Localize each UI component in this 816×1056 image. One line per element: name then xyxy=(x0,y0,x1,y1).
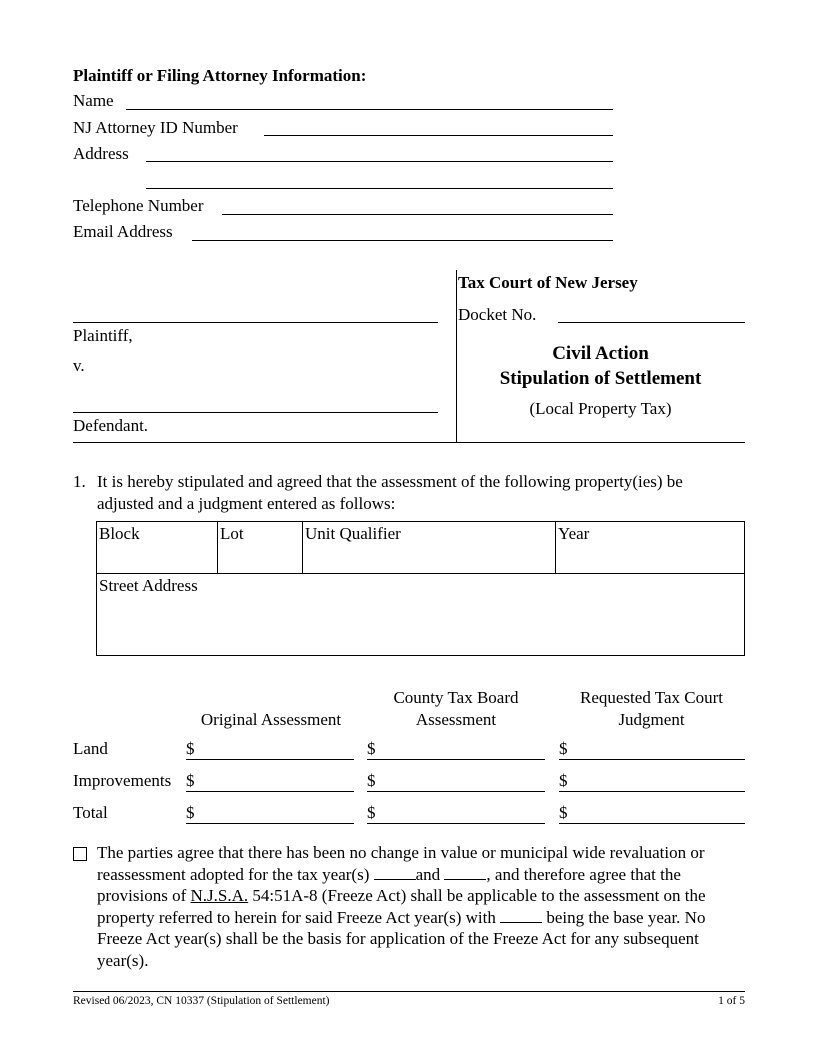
currency-symbol: $ xyxy=(559,771,568,790)
currency-symbol: $ xyxy=(186,739,195,758)
currency-symbol: $ xyxy=(186,803,195,822)
unit-qualifier-cell[interactable] xyxy=(303,522,556,574)
defendant-name-field[interactable] xyxy=(73,412,438,413)
docket-label: Docket No. xyxy=(458,305,537,324)
original-assessment-header: Original Assessment xyxy=(200,710,342,729)
requested-judgment-header-line-2: Judgment xyxy=(618,710,685,729)
caption-bottom-rule xyxy=(73,442,745,443)
telephone-field[interactable] xyxy=(222,214,613,215)
attorney-id-field[interactable] xyxy=(264,135,613,136)
unit-qualifier-label: Unit Qualifier xyxy=(305,524,401,543)
year-cell[interactable] xyxy=(556,522,745,574)
block-cell[interactable] xyxy=(97,522,218,574)
footer-revision: Revised 06/2023, CN 10337 (Stipulation of Settlement) xyxy=(73,995,330,1007)
freeze-act-checkbox[interactable] xyxy=(73,847,87,861)
footer-rule xyxy=(73,991,745,992)
land-county-field[interactable] xyxy=(367,759,545,760)
land-row-label: Land xyxy=(73,739,108,758)
freeze-text-5: being the base year. No Freeze Act year(s) shall be the basis for application of the Freeze Act for any subsequent year(s). xyxy=(97,907,706,970)
improvements-row-label: Improvements xyxy=(73,771,172,790)
versus-label: v. xyxy=(73,356,85,375)
currency-symbol: $ xyxy=(367,771,376,790)
civil-action-title: Civil Action xyxy=(552,343,649,364)
plaintiff-name-field[interactable] xyxy=(73,322,438,323)
statute-citation: N.J.S.A. xyxy=(190,886,249,906)
document-title: Stipulation of Settlement xyxy=(499,368,702,389)
base-year-field[interactable] xyxy=(500,908,542,923)
name-label: Name xyxy=(73,91,114,110)
caption-divider xyxy=(456,270,457,443)
year-label: Year xyxy=(558,524,590,543)
total-original-field[interactable] xyxy=(186,823,354,824)
attorney-id-label: NJ Attorney ID Number xyxy=(73,118,238,137)
currency-symbol: $ xyxy=(559,803,568,822)
currency-symbol: $ xyxy=(367,803,376,822)
telephone-label: Telephone Number xyxy=(73,196,204,215)
tax-year-field-2[interactable] xyxy=(444,865,486,880)
total-row-label: Total xyxy=(73,803,108,822)
footer-page-number: 1 of 5 xyxy=(718,995,745,1007)
improvements-requested-field[interactable] xyxy=(559,791,745,792)
total-requested-field[interactable] xyxy=(559,823,745,824)
land-original-field[interactable] xyxy=(186,759,354,760)
improvements-county-field[interactable] xyxy=(367,791,545,792)
section-text-line-1: It is hereby stipulated and agreed that the assessment of the following property(ies) be xyxy=(97,472,683,491)
email-label: Email Address xyxy=(73,222,173,241)
freeze-act-paragraph xyxy=(97,842,747,972)
total-county-field[interactable] xyxy=(367,823,545,824)
section-number: 1. xyxy=(73,472,86,491)
freeze-text-2: and xyxy=(415,864,445,884)
currency-symbol: $ xyxy=(559,739,568,758)
county-board-header-line-2: Assessment xyxy=(415,710,497,729)
requested-judgment-header-line-1: Requested Tax Court xyxy=(580,688,723,707)
section-text-line-2: adjusted and a judgment entered as follows: xyxy=(97,494,396,513)
tax-year-field-1[interactable] xyxy=(374,865,416,880)
lot-cell[interactable] xyxy=(218,522,303,574)
street-address-cell[interactable] xyxy=(97,574,745,656)
document-subtitle: (Local Property Tax) xyxy=(529,399,672,418)
land-requested-field[interactable] xyxy=(559,759,745,760)
address-label: Address xyxy=(73,144,129,163)
currency-symbol: $ xyxy=(367,739,376,758)
freeze-text-4: 54:51A-8 (Freeze Act) shall be applicable to the assessment on the property referred to herein for said Freeze Act year(s) with xyxy=(97,886,706,927)
attorney-info-heading: Plaintiff or Filing Attorney Information: xyxy=(73,66,367,85)
lot-label: Lot xyxy=(220,524,244,543)
address-field-line-1[interactable] xyxy=(146,161,613,162)
court-name: Tax Court of New Jersey xyxy=(458,273,638,292)
email-field[interactable] xyxy=(192,240,613,241)
address-field-line-2[interactable] xyxy=(146,188,613,189)
defendant-label: Defendant. xyxy=(73,416,149,435)
property-table xyxy=(96,521,745,656)
county-board-header-line-1: County Tax Board xyxy=(393,688,519,707)
improvements-original-field[interactable] xyxy=(186,791,354,792)
freeze-text-1: The parties agree that there has been no change in value or municipal wide revaluation or reassessment adopted for the tax year(s) xyxy=(97,843,705,884)
block-label: Block xyxy=(99,524,140,543)
currency-symbol: $ xyxy=(186,771,195,790)
plaintiff-label: Plaintiff, xyxy=(73,326,133,345)
freeze-text-3: , and therefore agree that the provisions of xyxy=(97,864,681,906)
street-address-label: Street Address xyxy=(99,576,198,595)
name-field[interactable] xyxy=(126,109,613,110)
docket-number-field[interactable] xyxy=(558,322,745,323)
